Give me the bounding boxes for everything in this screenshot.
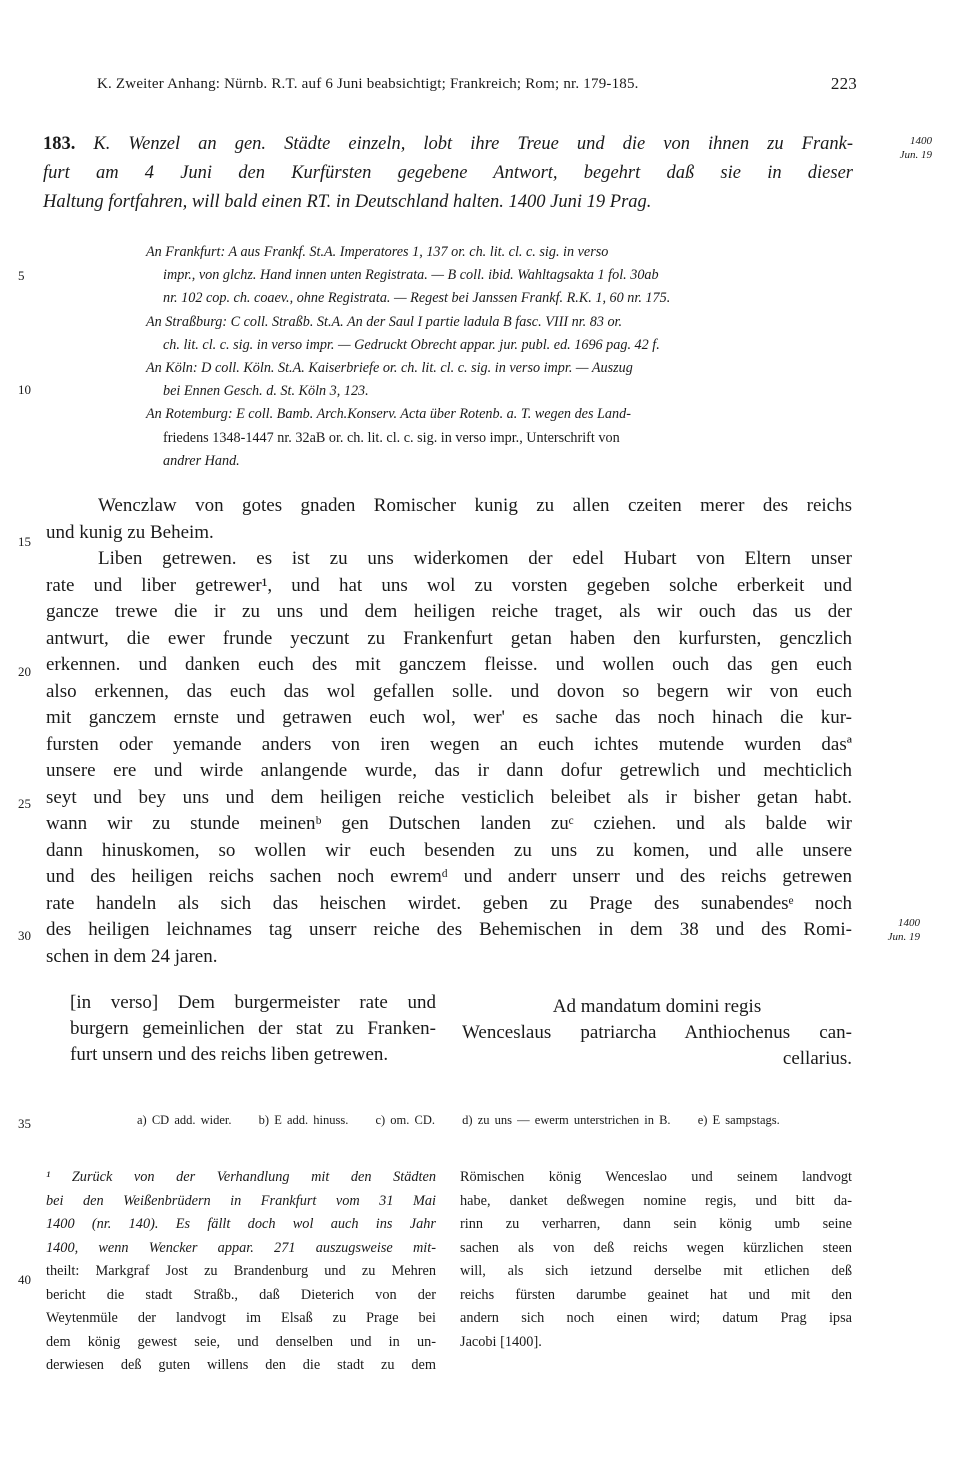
footnote-line: rinn zu verharren, dann sein könig umb seine [460,1216,852,1232]
footnote-line: sachen als von deß reichs wegen kürzlichen steen [460,1239,852,1256]
margin-year: 1400 [910,135,932,147]
footnote-line: ¹ Zurück von der Verhandlung mit den Städten [46,1169,436,1185]
line-number: 15 [18,534,31,549]
text-line: unsere ere und wirde anlangende wurde, das ir dann dofur getrewlich und mechticlich [46,760,852,781]
mandate-line: cellarius. [782,1048,852,1069]
source-line: nr. 102 cop. ch. coaev., ohne Registrata. — Regest bei Janssen Frankf. R.K. 1, 60 nr. 175. [163,290,671,307]
text-line: Liben getrewen. es ist zu uns widerkomen der edel Hubart von Eltern unser [98,548,852,569]
source-line: impr., von glchz. Hand innen unten Registrata. — B coll. ibid. Wahltagsakta 1 fol. 30ab [163,267,659,284]
regest-line: furt am 4 Juni den Kurfürsten gegebene Antwort, begehrt daß sie in dieser [43,163,853,183]
running-title: K. Zweiter Anhang: Nürnb. R.T. auf 6 Juni beabsichtigt; Frankreich; Rom; nr. 179-185. [97,76,639,92]
line-number: 10 [18,382,31,397]
footnote-line: bericht die stadt Straßb., daß Dieterich von der [46,1286,436,1303]
margin-day: Jun. 19 [887,931,920,943]
document-text [46,493,852,970]
footnote-line: reichs fürsten darumbe geainet hat und mit den [460,1286,852,1303]
text-line: fursten oder yemande anders von iren wegen an euch ichtes mutende wurden dasª [46,733,852,755]
source-line: An Rotemburg: E coll. Bamb. Arch.Konserv. Acta über Rotenb. a. T. wegen des Land- [146,406,631,423]
page-number: 223 [830,74,857,93]
variant-note: a) CD add. wider. [137,1113,232,1127]
regest-line: Haltung fortfahren, will bald einen RT. in Deutschland halten. 1400 Juni 19 Prag. [43,192,652,212]
line-number: 25 [18,796,31,811]
text-line: des heiligen leichnames tag unserr reiche des Behemischen in dem 38 und des Romi- [46,919,852,940]
source-line: An Straßburg: C coll. Straßb. St.A. An der Saul I partie ladula B fasc. VIII nr. 83 or. [146,313,623,330]
variant-note: b) E add. hinuss. [258,1113,349,1127]
footnote-line: andern sich noch einen wird; datum Prag ipsa [460,1310,852,1326]
text-line: rate und liber getrewer¹, und hat uns wol zu vorsten gegeben solche erberkeit und [46,574,852,596]
line-number: 20 [18,664,31,679]
footnote-line: bei den Weißenbrüdern in Frankfurt vom 31 Mai [46,1192,436,1209]
verso-address [70,990,436,1068]
line-number: 40 [18,1272,31,1287]
source-line: An Köln: D coll. Köln. St.A. Kaiserbriefe or. ch. lit. cl. c. sig. in verso impr. — Auszug [146,360,633,377]
source-line: ch. lit. cl. c. sig. in verso impr. — Gedruckt Obrecht appar. jur. publ. ed. 1696 pag. 42 f. [163,336,660,353]
text-line: wann wir zu stunde meinenᵇ gen Dutschen landen zuᶜ cziehen. und als balde wir [46,813,852,834]
document-number: 183. [43,134,76,154]
verso-line: [in verso] Dem burgermeister rate und [70,992,436,1013]
margin-year: 1400 [898,917,920,929]
text-line: und kunig zu Beheim. [46,521,214,543]
source-line: friedens 1348-1447 nr. 32aB or. ch. lit. cl. c. sig. in verso impr., Unterschrift von [163,429,620,446]
critical-apparatus [137,1113,857,1128]
variant-note: e) E sampstags. [697,1113,780,1127]
text-line: antwurt, die ewer frunde yeczunt zu Frankenfurt getan haben den kurfursten, genczlich [46,627,852,649]
line-number: 35 [18,1116,31,1131]
text-line: erkennen. und danken euch des mit ganczem fleisse. und wollen ouch das gen euch [46,654,852,675]
variant-note: c) om. CD. [375,1113,436,1127]
text-line: mit ganczem ernste und getrawen euch wol, wer' es sache das noch hinach die kur- [46,707,852,728]
footnote-line: Römischen könig Wenceslao und seinem landvogt [460,1169,852,1185]
text-line: rate handeln als sich das heischen wirdet. geben zu Prage des sunabendesᵉ noch [46,892,852,914]
margin-day: Jun. 19 [899,149,932,161]
footnote-left-column [46,1166,436,1378]
running-header [97,76,857,93]
text-line: dann hinuskomen, so wollen wir euch besenden zu uns zu komen, und alle unsere [46,839,852,861]
footnote-line: dem könig gewest seie, und denselben und in un- [46,1333,436,1350]
footnote-line: theilt: Markgraf Jost zu Brandenburg und zu Mehren [46,1263,436,1279]
footnote-line: Weytenmüle der landvogt im Elsaß zu Prage bei [46,1310,436,1326]
margin-date [868,916,920,944]
source-line: An Frankfurt: A aus Frankf. St.A. Imperatores 1, 137 or. ch. lit. cl. c. sig. in verso [146,244,609,260]
footnote-line: will, als sich ietzund derselbe mit etlichen deß [460,1263,852,1279]
footnote-line: 1400 (nr. 140). Es fällt doch wol auch ins Jahr [46,1216,436,1232]
line-number: 30 [18,928,31,943]
source-line: andrer Hand. [163,452,240,469]
line-number: 5 [18,268,25,283]
mandate-line: Ad mandatum domini regis [552,996,762,1017]
footnote-line: 1400, wenn Wencker appar. 271 auszugsweise mit- [46,1239,436,1256]
variant-note: d) zu uns — ewerm unterstrichen in B. [462,1113,671,1127]
footnote-line: habe, danket deßwegen nomine regis, und bitt da- [460,1192,852,1209]
text-line: und des heiligen reichs sachen noch ewremᵈ und anderr unserr und des reichs getrewen [46,866,852,887]
text-line: Wenczlaw von gotes gnaden Romischer kunig zu allen czeiten merer des reichs [98,495,852,516]
regest-line: 183. K. Wenzel an gen. Städte einzeln, lobt ihre Treue und die von ihnen zu Frank- [43,134,854,154]
chancery-note [462,994,852,1072]
text-line: gancze trewe die ir zu uns und dem heiligen reiche traget, als wir ouch das us der [46,601,852,622]
mandate-line: Wenceslaus patriarcha Anthiochenus can- [462,1022,852,1043]
text-line: schen in dem 24 jaren. [46,945,218,967]
text-line: also erkennen, das euch das wol gefallen solle. und dovon so begern wir von euch [46,680,852,702]
source-line: bei Ennen Gesch. d. St. Köln 3, 123. [163,383,369,400]
margin-date [880,134,932,162]
text-line: seyt und bey uns und dem heiligen reiche vesticlich beleibet als ir bisher getan habt. [46,786,852,808]
verso-line: furt unsern und des reichs liben getrewen. [70,1044,389,1065]
sources-apparatus [146,241,852,473]
verso-line: burgern gemeinlichen der stat zu Franken- [70,1018,436,1039]
regest [43,130,853,217]
footnote-line: derwiesen deß guten willens den die stadt zu dem [46,1357,436,1373]
footnote-line: Jacobi [1400]. [460,1333,542,1350]
footnote-right-column [460,1166,852,1354]
